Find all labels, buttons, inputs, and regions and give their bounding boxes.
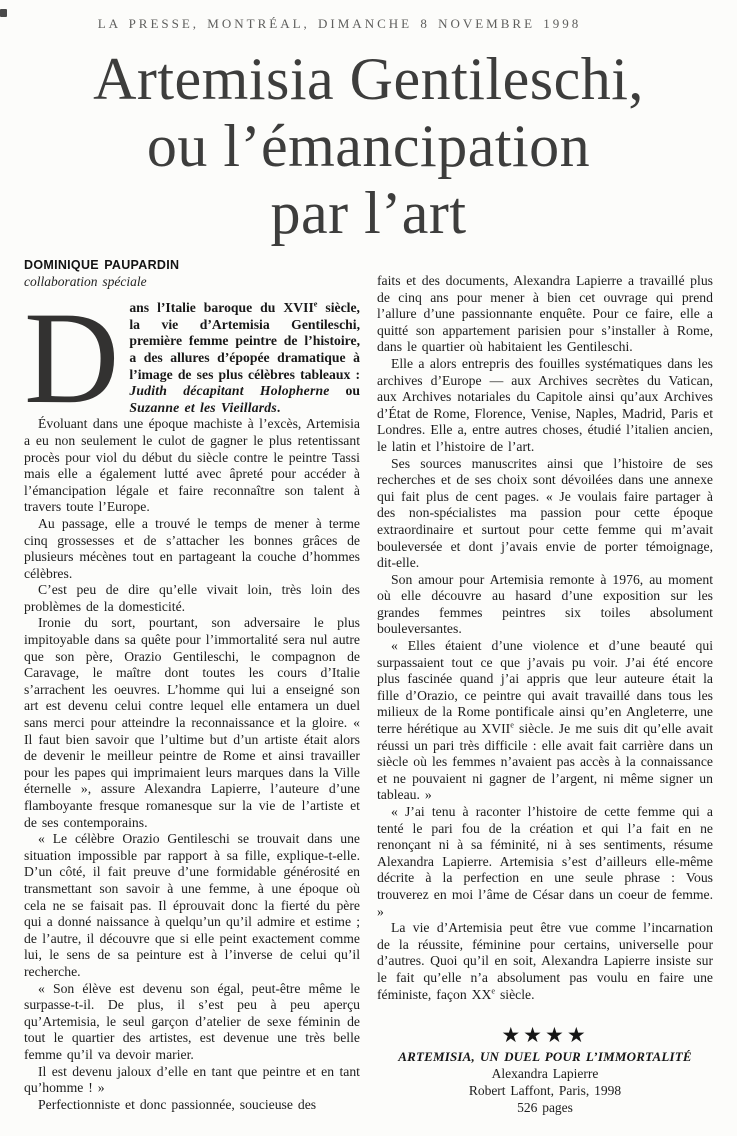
column-right: [377, 257, 713, 1116]
book-review-box: [377, 1023, 713, 1116]
text-run: Elle a alors entrepris des fouilles systématiques dans les archives d’Europe — aux Archives secrètes du Vatican, aux Archives notariales du Capitole ainsi qu’aux Archives d’État de Rome, Florence, Venise, Naples, Madrid, Paris et Londres. Elle a, entre autres choses, étudié l’italien ancien, le latin et l’histoire de l’art.: [377, 355, 713, 454]
paragraph: [24, 416, 360, 516]
article-body: [24, 257, 713, 1116]
paragraph: [377, 804, 713, 920]
paragraph: [377, 456, 713, 572]
text-run: Évoluant dans une époque machiste à l’excès, Artemisia a eu non seulement le culot de gagner le plus retentissant procès pour viol du début du siècle contre le peintre Tassi mais elle a également lutté avec âpreté pour accéder à l’émancipation légale et faire reconnaître son talent à travers toute l’Europe.: [24, 416, 360, 515]
text-run: « Son élève est devenu son égal, peut-être même le surpasse-t-il. De plus, il s’est peu à peu aperçu qu’Artemisia, le seul garçon d’atelier de sexe féminin de tout le quartier des artistes, est devenue une très belle femme qu’il va devoir marier.: [24, 980, 360, 1062]
headline-line-1: Artemisia Gentileschi,: [93, 46, 644, 112]
text-run: Ironie du sort, pourtant, son adversaire le plus impitoyable dans sa quête pour l’immortalité sera nul autre que son père, Orazio Gentileschi, le compagnon de Caravage, le maître dont toutes les cours d’Italie s’arrachent les oeuvres. L’homme qui lui a enseigné son art est devenu celui contre lequel elle entamera un duel sans merci pour atteindre la reconnaissance et la gloire. « Il faut bien savoir que l’ultime but d’un artiste était alors de devenir le meilleur peintre de Rome et ainsi travailler pour les papes qui imprimaient leurs marques dans la Ville éternelle », assure Alexandra Lapierre, l’auteure d’une flamboyante fresque romanesque sur la vie de l’artiste et de ses contemporains.: [24, 615, 360, 830]
italic-text-run: Judith décapitant Holopherne: [129, 383, 330, 399]
book-publisher: Robert Laffont, Paris, 1998: [468, 1082, 622, 1098]
headline-line-3: par l’art: [270, 180, 467, 246]
paragraph: [24, 615, 360, 831]
text-run: ou: [329, 383, 360, 399]
text-run: « Elles étaient d’une violence et d’une beauté qui surpassaient tout ce que j’avais pu voir. J’ai été encore plus fascinée quand j’ai appris que leur auteure était la fille d’Orazio, ce peintre qui avait travaillé dans tous les milieux de la Rome pontificale ainsi qu’en Angleterre, une terre hérétique au XVII: [377, 638, 713, 737]
paragraph: [377, 920, 713, 1003]
paragraph: [24, 1064, 360, 1097]
text-run: .: [276, 399, 281, 415]
column-left-paragraphs: [24, 284, 360, 1113]
paragraph: [377, 572, 713, 638]
text-run: siècle. Je me suis dit qu’elle avait réussi un pari très difficile : elle avait fait carrière dans un siècle où les femmes n’avaient pas accès à la connaissance et ne pouvaient ni gagner de l’argent, ni même signer un tableau. »: [377, 721, 713, 803]
star-rating: ★★★★: [501, 1023, 589, 1048]
paragraph: [377, 638, 713, 804]
byline-role: collaboration spéciale: [24, 273, 147, 289]
text-run: siècle.: [495, 986, 535, 1002]
superscript-run: e: [491, 985, 496, 995]
paragraph: [377, 273, 713, 356]
masthead: LA PRESSE, MONTRÉAL, DIMANCHE 8 NOVEMBRE 1998: [97, 16, 582, 31]
paragraph: [24, 582, 360, 615]
text-run: « Le célèbre Orazio Gentileschi se trouvait dans une situation impossible par rapport à sa fille, explique-t-elle. D’un côté, il fait preuve d’une formidable générosité en transmettant son savoir à une femme, à une époque où cela ne se faisait pas. Il éprouvait donc la fierté du père qui a donné naissance à quelqu’un qu’il admire et estime ; de l’autre, il découvre que si elle peint exactement comme lui, le sens de sa peinture est à l’inverse de celui qu’il recherche.: [24, 831, 360, 979]
byline-author: DOMINIQUE PAUPARDIN: [24, 258, 180, 272]
paragraph: [24, 831, 360, 980]
superscript-run: e: [313, 299, 318, 309]
paragraph: [24, 284, 360, 432]
paragraph: [24, 516, 360, 582]
paragraph: [377, 356, 713, 456]
text-run: « J’ai tenu à raconter l’histoire de cette femme qui a tenté le pari fou de la création et qui l’a fait en ne renonçant ni à sa féminité, ni à ses sentiments, résume Alexandra Lapierre. Artemisia s’est d’ailleurs elle-même décrite à la perfection en une seule phrase : Vous trouverez en moi l’âme de César dans un coeur de femme. »: [377, 804, 713, 919]
column-left: [24, 257, 360, 1116]
drop-cap-letter: D: [24, 284, 120, 432]
book-author: Alexandra Lapierre: [491, 1065, 599, 1081]
text-run: Ses sources manuscrites ainsi que l’histoire de ses recherches et de ses choix sont dévoilées dans une annexe qui fait plus de cent pages. « Je voulais faire partager à des non-spécialistes ma passion pour cette époque extraordinaire et surtout pour cette femme qui m’avait bouleversée et dont j’avais envie de porter témoignage, dit-elle.: [377, 455, 713, 571]
italic-text-run: Suzanne et les Vieillards: [129, 399, 277, 415]
text-run: C’est peu de dire qu’elle vivait loin, très loin des problèmes de la domesticité.: [24, 582, 360, 614]
paragraph: [24, 981, 360, 1064]
text-run: Il est devenu jaloux d’elle en tant que peintre et en tant qu’homme ! »: [24, 1063, 360, 1096]
text-run: La vie d’Artemisia peut être vue comme l’incarnation de la réussite, féminine pour certains, universelle pour d’autres. Quoi qu’il en soit, Alexandra Lapierre insiste sur le fait qu’elle n’a absolument pas voulu en faire une féministe, façon XX: [377, 920, 713, 1002]
text-run: Au passage, elle a trouvé le temps de mener à terme cinq grossesses et de s’attacher les bonnes grâces de plusieurs mécènes tout en partageant la couche d’hommes célèbres.: [24, 515, 360, 581]
text-run: Son amour pour Artemisia remonte à 1976, au moment où elle découvre au hasard d’une exposition sur les grandes femmes peintres six toiles absolument bouleversantes.: [377, 571, 713, 637]
text-run: faits et des documents, Alexandra Lapierre a travaillé plus de cinq ans pour mener à bien cet ouvrage qui prend l’allure d’une passionnante enquête. Pour ce faire, elle a quitté son appartement parisien pour s’installer à Rome, dans le quartier où habitaient les Gentileschi.: [377, 273, 713, 355]
book-title: ARTEMISIA, UN DUEL POUR L’IMMORTALITÉ: [398, 1048, 692, 1064]
text-run: Perfectionniste et donc passionnée, soucieuse des: [38, 1096, 317, 1112]
text-run: ans l’Italie baroque du XVII: [129, 300, 314, 316]
column-right-paragraphs: [377, 273, 713, 1003]
book-page-count: 526 pages: [517, 1099, 573, 1115]
article-headline: [24, 46, 713, 247]
text-run: siècle, la vie d’Artemisia Gentileschi, première femme peintre de l’histoire, a des allures d’épopée dramatique à l’image de ses plus célèbres tableaux :: [129, 300, 360, 382]
paragraph: [24, 1097, 360, 1114]
byline: [24, 257, 360, 290]
superscript-run: e: [510, 720, 514, 730]
scan-artifact: [0, 9, 7, 17]
headline-line-2: ou l’émancipation: [146, 113, 591, 179]
